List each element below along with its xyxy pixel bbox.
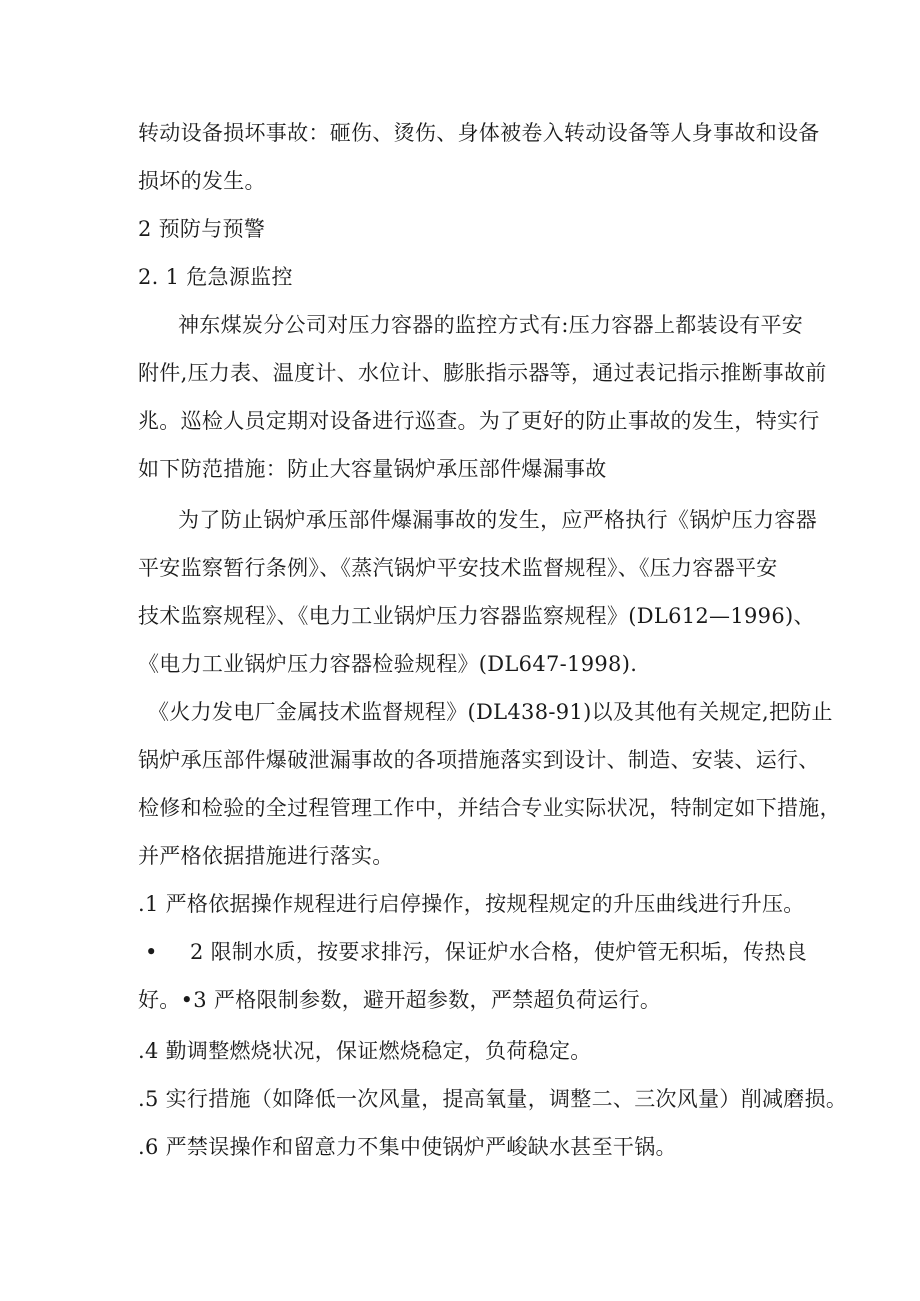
paragraph-line: 并严格依据措施进行落实。 — [138, 844, 394, 868]
paragraph-line: 《电力工业锅炉压力容器检验规程》(DL647-1998). — [138, 652, 638, 676]
paragraph-line: 如下防范措施：防止大容量锅炉承压部件爆漏事故 — [138, 457, 607, 481]
list-item: .6 严禁误操作和留意力不集中使锅炉严峻缺水甚至干锅。 — [138, 1135, 677, 1159]
subsection-heading: 2. 1 危急源监控 — [138, 265, 293, 289]
list-item: .4 勤调整燃烧状况，保证燃烧稳定，负荷稳定。 — [138, 1039, 592, 1063]
paragraph-line: 平安监察暂行条例》、《蒸汽锅炉平安技术监督规程》、《压力容器平安 — [138, 556, 778, 580]
paragraph-line: 神东煤炭分公司对压力容器的监控方式有:压力容器上都装设有平安 — [178, 313, 804, 337]
section-heading: 2 预防与预警 — [138, 217, 266, 241]
bullet-icon: • — [145, 940, 158, 964]
paragraph-line: 兆。巡检人员定期对设备进行巡查。为了更好的防止事故的发生，特实行 — [138, 409, 820, 433]
list-item: 好。•3 严格限制参数，避开超参数，严禁超负荷运行。 — [138, 988, 662, 1012]
paragraph-line: 检修和检验的全过程管理工作中，并结合专业实际状况，特制定如下措施， — [138, 796, 841, 820]
list-item: .5 实行措施（如降低一次风量，提高氧量，调整二、三次风量）削减磨损。 — [138, 1087, 848, 1111]
paragraph-line: 附件,压力表、温度计、水位计、膨胀指示器等，通过表记指示推断事故前 — [138, 361, 827, 385]
paragraph-line: 损坏的发生。 — [138, 169, 266, 193]
paragraph-line: 锅炉承压部件爆破泄漏事故的各项措施落实到设计、制造、安装、运行、 — [138, 748, 820, 772]
list-item: .1 严格依据操作规程进行启停操作，按规程规定的升压曲线进行升压。 — [138, 892, 805, 916]
paragraph-line: 转动设备损坏事故：砸伤、烫伤、身体被卷入转动设备等人身事故和设备 — [138, 121, 820, 145]
paragraph-line: 技术监察规程》、《电力工业锅炉压力容器监察规程》(DL612—1996)、 — [138, 604, 815, 628]
paragraph-line: 《火力发电厂金属技术监督规程》(DL438-91)以及其他有关规定,把防止 — [148, 700, 833, 724]
paragraph-line: 为了防止锅炉承压部件爆漏事故的发生，应严格执行《锅炉压力容器 — [178, 508, 817, 532]
list-item: 2 限制水质，按要求排污，保证炉水合格，使炉管无积垢，传热良 — [190, 940, 808, 964]
